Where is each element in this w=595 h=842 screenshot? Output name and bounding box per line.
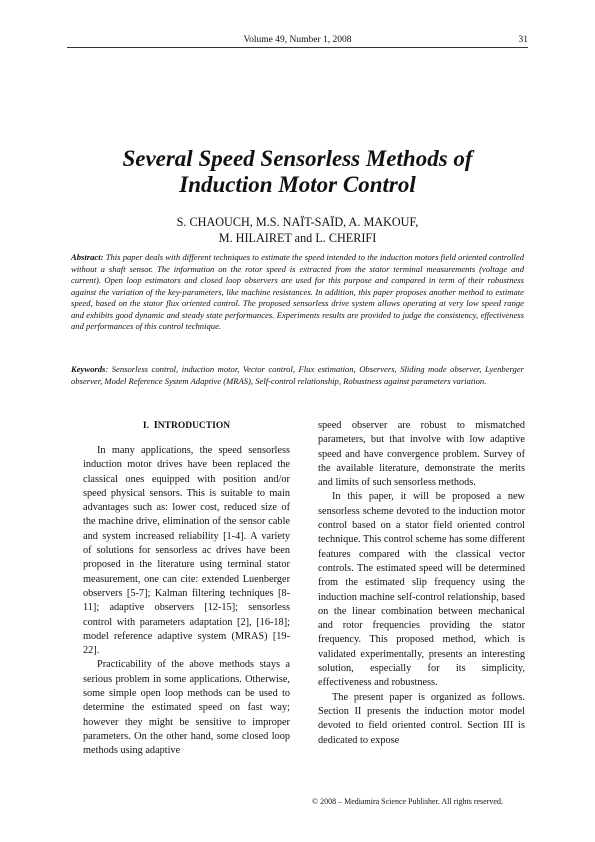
paper-title [60, 146, 535, 198]
section-title-rest: NTRODUCTION [157, 421, 231, 431]
authors [60, 214, 535, 246]
title-line-1: Several Speed Sensorless Methods of [122, 146, 473, 171]
abstract-label: Abstract: [71, 252, 104, 262]
keywords-text: : Sensorless control, induction motor, Vector control, Flux estimation, Observers, Sliding mode observer, Lyenberger observer, Model Reference System Adaptive (MRAS), Self-control relationship, Robustness against parameters variation. [71, 364, 524, 386]
page-number: 31 [518, 35, 528, 45]
authors-line-2: M. HILAIRET and L. CHERIFI [218, 231, 377, 245]
section-number: I. [142, 421, 149, 431]
title-line-2: Induction Motor Control [179, 172, 416, 197]
right-column [318, 419, 525, 748]
journal-volume: Volume 49, Number 1, 2008 [243, 35, 352, 45]
keywords-label: Keywords [71, 364, 106, 374]
paragraph: In many applications, the speed sensorless induction motor drives have been replaced the classical ones equipped with position and/or speed physical sensors. This is suitable to main advantages such as: lower cost, reduced size of the machine drive, elimination of the sensor cable and system increased reliability [1-4]. A variety of solutions for sensorless ac drives have been proposed in the literature using terminal stator measurement, one can cite: extended Luenberger observers [5-7]; Kalman filtering techniques [8-11]; adaptive observers [12-15]; sensorless control with parameters adaptation [2], [16-18]; model reference adaptive system (MRAS) [19-22]. [83, 445, 290, 657]
copyright-footer: © 2008 – Mediamira Science Publisher. All rights reserved. [312, 797, 503, 806]
abstract-text: This paper deals with different techniques to estimate the speed intended to the induction motors field oriented controlled without a shaft sensor. The information on the rotor speed is extracted from the stator terminal measurements (voltage and current). Open loop estimators and closed loop observers are used for this purpose and compared in term of their robustness against the variation of the key-parameters, like machine resistances. In addition, this paper proposes another method to estimate speed, based on the stator flux oriented control. The proposed sensorless drive system allows operating at very low speed range and exhibits good dynamic and steady state performances. Experiments results are provided to judge the consistency, effectiveness and performances of this control technique. [71, 252, 524, 331]
header-rule [67, 47, 528, 48]
paragraph: Practicability of the above methods stays a serious problem in some applications. Otherwise, some simple open loop methods can be used to determine the estimated speed on fast way; however they might be sensitive to improper parameters. On the other hand, some closed loop methods using adaptive [83, 659, 290, 757]
section-heading-introduction [83, 419, 290, 433]
paragraph: In this paper, it will be proposed a new sensorless scheme devoted to the induction motor control based on a stator field oriented control technique. This control scheme has some different features compared with the classical vector controls. The estimated speed will be determined from the estimated slip frequency using the induction machine self-control relationship, based on the linear combination between mechanical and rotor frequencies providing the stator frequency. This proposed method, which is validated experimentally, presents an interesting solution, especially for its simplicity, effectiveness and robustness. [318, 491, 525, 689]
left-column [83, 419, 290, 759]
keywords [71, 364, 524, 387]
paragraph: speed observer are robust to mismatched parameters, but that involve with low adaptive speed and have convergence problem. Survey of the available literature, demonstrate the merits and limits of such sensorless methods. [318, 420, 525, 489]
running-header [67, 35, 528, 47]
paragraph: The present paper is organized as follows. Section II presents the induction motor model devoted to field oriented control. Section III is dedicated to expose [318, 691, 525, 746]
abstract [71, 252, 524, 333]
section-title-initial: I [153, 420, 158, 431]
authors-line-1: S. CHAOUCH, M.S. NAÏT-SAÏD, A. MAKOUF, [176, 215, 419, 229]
